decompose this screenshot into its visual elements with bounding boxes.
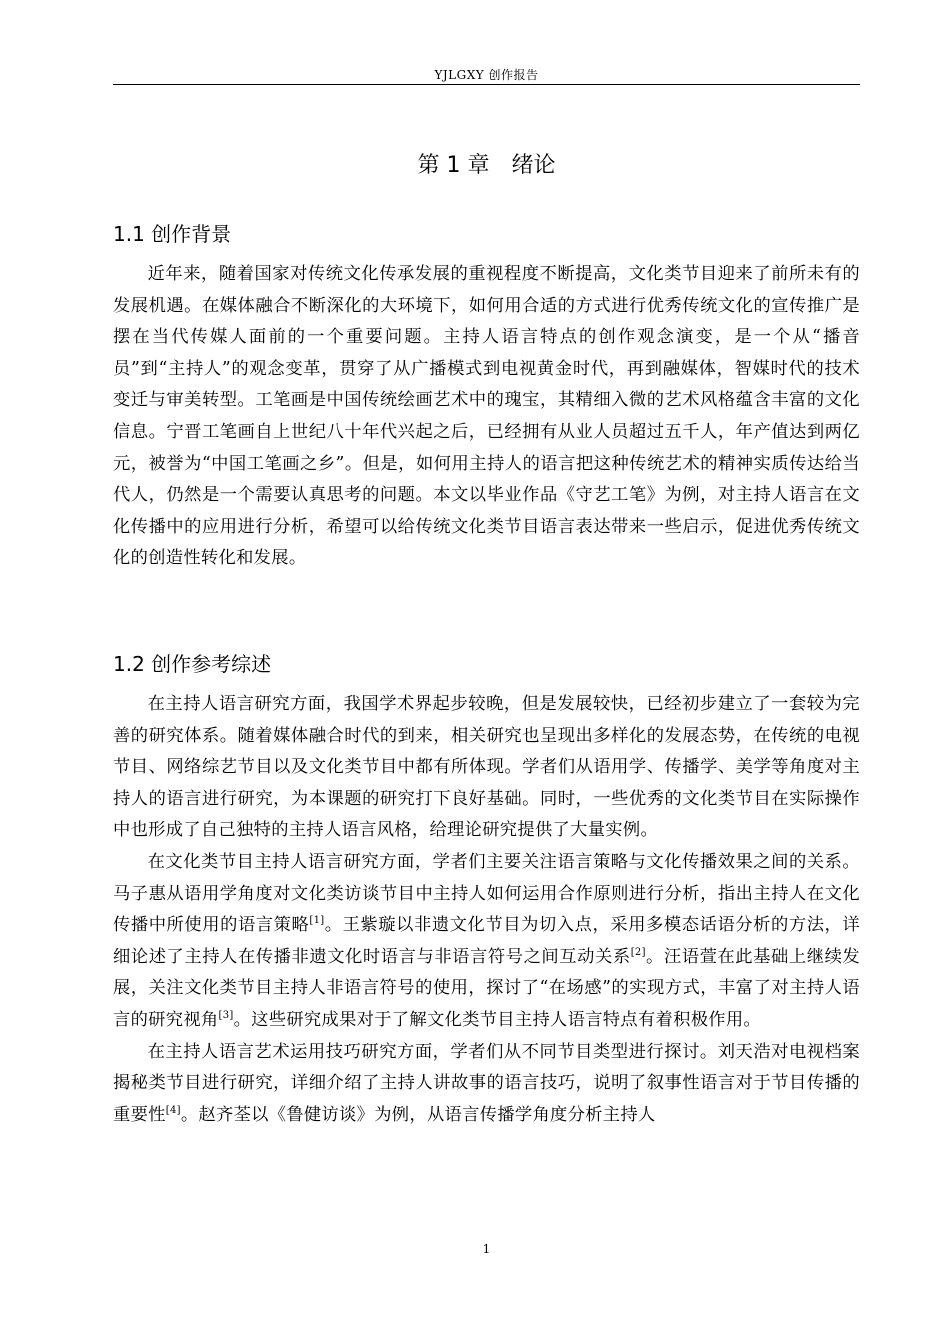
citation-marker: [1] [309,915,325,927]
section-heading-1-2: 1.2 创作参考综述 [113,652,272,676]
section-body-1-1 [113,259,860,575]
chapter-title [113,148,860,179]
paragraph-text: 在主持人语言研究方面，我国学术界起步较晚，但是发展较快，已经初步建立了一套较为完善的研究体系。随着媒体融合时代的到来，相关研究也呈现出多样化的发展态势，在传统的电视节目、网络综艺节目以及文化类节目中都有所体现。学者们从语用学、传播学、美学等角度对主持人的语言进行研究，为本课题的研究打下良好基础。同时，一些优秀的文化类节目在实际操作中也形成了自己独特的主持人语言风格，给理论研究提供了大量实例。 [113,694,860,841]
paragraph-text: 。赵齐荃以《鲁健访谈》为例，从语言传播学角度分析主持人 [180,1104,656,1125]
paragraph-text: 。这些研究成果对于了解文化类节目主持人语言特点有着积极作用。 [233,1009,762,1030]
paragraph-text: 近年来，随着国家对传统文化传承发展的重视程度不断提高，文化类节目迎来了前所未有的发展机遇。在媒体融合不断深化的大环境下，如何用合适的方式进行优秀传统文化的宣传推广是摆在当代传媒人面前的一个重要问题。主持人语言特点的创作观念演变，是一个从“播音员”到“主持人”的观念变革，贯穿了从广播模式到电视黄金时代，再到融媒体，智媒时代的技术变迁与审美转型。工笔画是中国传统绘画艺术中的瑰宝，其精细入微的艺术风格蕴含丰富的文化信息。宁晋工笔画自上世纪八十年代兴起之后，已经拥有从业人员超过五千人，年产值达到两亿元，被誉为“中国工笔画之乡”。但是，如何用主持人的语言把这种传统艺术的精神实质传达给当代人，仍然是一个需要认真思考的问题。本文以毕业作品《守艺工笔》为例，对主持人语言在文化传播中的应用进行分析，希望可以给传统文化类节目语言表达带来一些启示，促进优秀传统文化的创造性转化和发展。 [113,264,860,569]
body-paragraph [113,689,860,847]
citation-marker: [2] [630,946,646,958]
citation-marker: [3] [218,1010,234,1022]
body-paragraph [113,847,860,1037]
citation-marker: [4] [165,1104,181,1116]
body-paragraph [113,259,860,575]
paragraph-text: 在主持人语言艺术运用技巧研究方面，学者们从不同节目类型进行探讨。刘天浩对电视档案揭秘类节目进行研究，详细介绍了主持人讲故事的语言技巧，说明了叙事性语言对于节目传播的重要性 [113,1041,860,1125]
header-rule [113,84,860,85]
running-header: YJLGXY 创作报告 [434,68,539,82]
chapter-name: 绪论 [511,153,556,178]
section-body-1-2 [113,689,860,1131]
chapter-number: 第 1 章 [417,153,490,178]
paragraph-text: 。王紫璇以非遗文化节目为切入点，采用多模态话语分析的方法，详细论述了主持人在传播非遗文化时语言与非语言符号之间互动关系 [113,915,860,967]
body-paragraph [113,1037,860,1132]
paragraph-text: 。汪语萱在此基础上继续发展，关注文化类节目主持人非语言符号的使用，探讨了“在场感”的实现方式，丰富了对主持人语言的研究视角 [113,946,860,1030]
paragraph-text: 在文化类节目主持人语言研究方面，学者们主要关注语言策略与文化传播效果之间的关系。马子惠从语用学角度对文化类访谈节目中主持人如何运用合作原则进行分析，指出主持人在文化传播中所使用的语言策略 [113,851,860,936]
section-heading-1-1: 1.1 创作背景 [113,222,232,246]
page-number: 1 [482,1242,491,1256]
